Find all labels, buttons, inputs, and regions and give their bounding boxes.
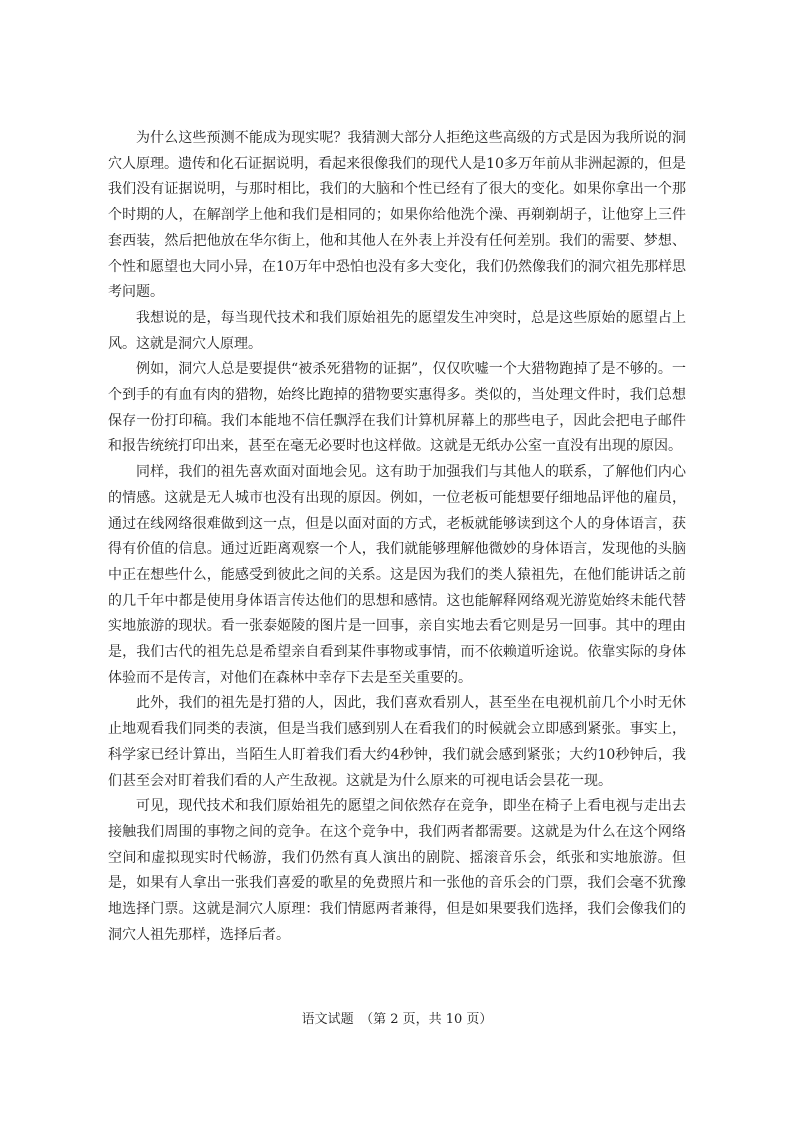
- paragraph-3: 例如，洞穴人总是要提供“被杀死猎物的证据”，仅仅吹嘘一个大猎物跑掉了是不够的。一个到手的有血有肉的猎物，始终比跑掉的猎物要实惠得多。类似的，当处理文件时，我们总想保存一份打印稿。我们本能地不信任飘浮在我们计算机屏幕上的那些电子，因此会把电子邮件和报告统统打印出来，甚至在毫无必要时也这样做。这就是无纸办公室一直没有出现的原因。: [108, 361, 686, 455]
- article-body: [108, 126, 686, 949]
- paragraph-5: 此外，我们的祖先是打猎的人，因此，我们喜欢看别人，甚至坐在电视机前几个小时无休止地观看我们同类的表演，但是当我们感到别人在看我们的时候就会立即感到紧张。事实上，科学家已经计算出，当陌生人盯着我们看大约4秒钟，我们就会感到紧张；大约10秒钟后，我们甚至会对盯着我们看的人产生敌视。这就是为什么原来的可视电话会昙花一现。: [108, 695, 686, 789]
- paragraph-4: 同样，我们的祖先喜欢面对面地会见。这有助于加强我们与其他人的联系，了解他们内心的情感。这就是无人城市也没有出现的原因。例如，一位老板可能想要仔细地品评他的雇员，通过在线网络很难做到这一点，但是以面对面的方式，老板就能够读到这个人的身体语言，获得有价值的信息。通过近距离观察一个人，我们就能够理解他微妙的身体语言，发现他的头脑中正在想些什么，能感受到彼此之间的关系。这是因为我们的类人猿祖先，在他们能讲话之前的几千年中都是使用身体语言传达他们的思想和感情。这也能解释网络观光游览始终未能代替实地旅游的现状。看一张泰姬陵的图片是一回事，亲自实地去看它则是另一回事。其中的理由是，我们古代的祖先总是希望亲自看到某件事物或事情，而不依赖道听途说。依靠实际的身体体验而不是传言，对他们在森林中幸存下去是至关重要的。: [108, 464, 686, 686]
- paragraph-1: 为什么这些预测不能成为现实呢？我猜测大部分人拒绝这些高级的方式是因为我所说的洞穴人原理。遗传和化石证据说明，看起来很像我们的现代人是10多万年前从非洲起源的，但是我们没有证据说明，与那时相比，我们的大脑和个性已经有了很大的变化。如果你拿出一个那个时期的人，在解剖学上他和我们是相同的；如果你给他洗个澡、再剃剃胡子，让他穿上三件套西装，然后把他放在华尔街上，他和其他人在外表上并没有任何差别。我们的需要、梦想、个性和愿望也大同小异，在10万年中恐怕也没有多大变化，我们仍然像我们的洞穴祖先那样思考问题。: [108, 130, 686, 301]
- page-footer: 语文试题 （第 2 页，共 10 页）: [301, 1012, 493, 1027]
- paragraph-2: 我想说的是，每当现代技术和我们原始祖先的愿望发生冲突时，总是这些原始的愿望占上风。这就是洞穴人原理。: [108, 309, 686, 352]
- paragraph-6: 可见，现代技术和我们原始祖先的愿望之间依然存在竞争，即坐在椅子上看电视与走出去接触我们周围的事物之间的竞争。在这个竞争中，我们两者都需要。这就是为什么在这个网络空间和虚拟现实时代畅游，我们仍然有真人演出的剧院、摇滚音乐会，纸张和实地旅游。但是，如果有人拿出一张我们喜爱的歌星的免费照片和一张他的音乐会的门票，我们会毫不犹豫地选择门票。这就是洞穴人原理：我们情愿两者兼得，但是如果要我们选择，我们会像我们的洞穴人祖先那样，选择后者。: [108, 798, 686, 943]
